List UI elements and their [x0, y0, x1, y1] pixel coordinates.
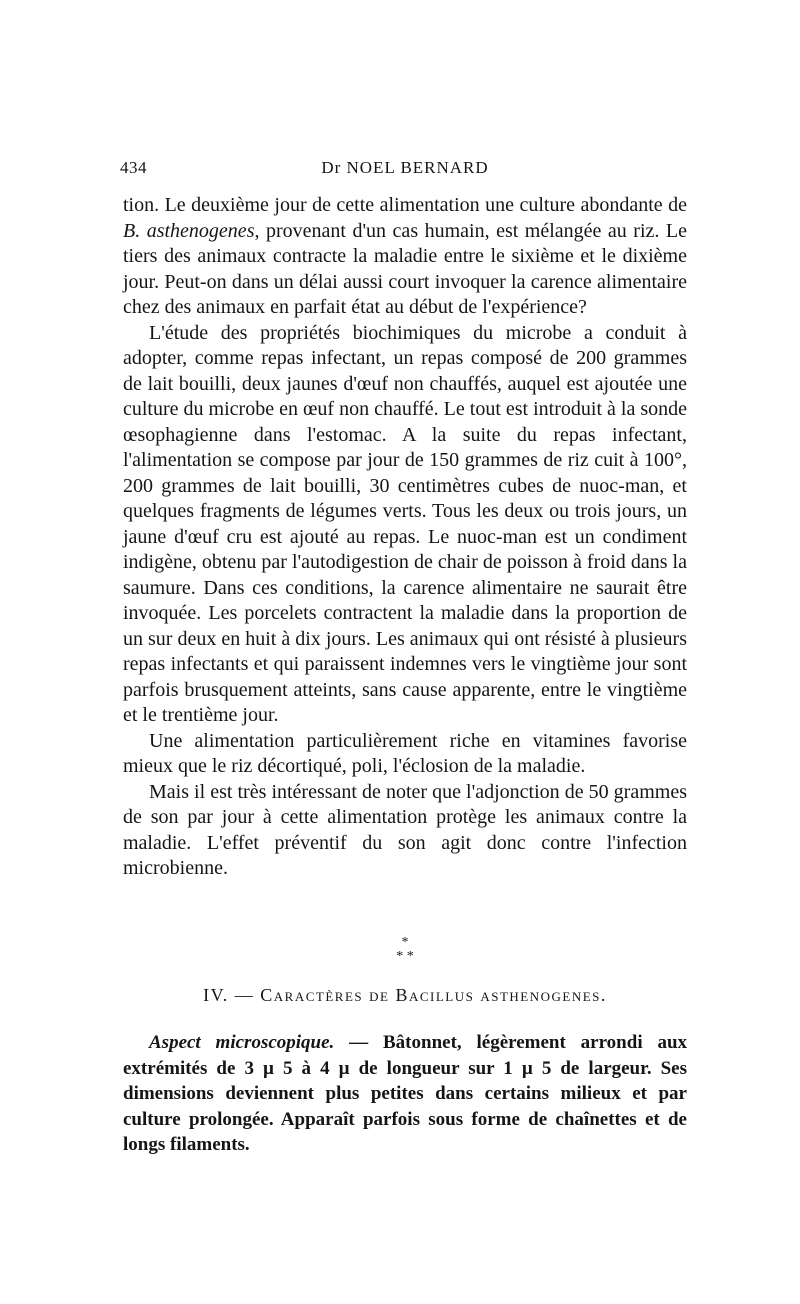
separator-top-star: *	[401, 935, 409, 950]
section-title: Caractères de Bacillus asthenogenes.	[260, 985, 607, 1005]
paragraph-1-text-b: , provenant d'un cas humain, est mélangée au riz. Le tiers des animaux contracte la maladie entre le sixième et le dixième jour. Peut-on dans un délai aussi court invoquer la carence alimentaire chez des animaux en parfait état au début de l'expérience?	[123, 219, 687, 318]
paragraph-3: Une alimentation particulièrement riche en vitamines favorise mieux que le riz décortiqué, poli, l'éclosion de la maladie.	[123, 729, 687, 777]
page-number: 434	[120, 158, 147, 177]
section-heading	[123, 985, 687, 1006]
page-header	[120, 158, 690, 182]
separator-bottom-stars: * *	[396, 949, 414, 964]
paragraph-2: L'étude des propriétés biochimiques du microbe a conduit à adopter, comme repas infectant, un repas composé de 200 grammes de lait bouilli, deux jaunes d'œuf non chauffés, auquel est ajoutée une culture du microbe en œuf non chauffé. Le tout est introduit à la sonde œsophagienne dans l'estomac. A la suite du repas infectant, l'alimentation se compose par jour de 150 grammes de riz cuit à 100°, 200 grammes de lait bouilli, 30 centimètres cubes de nuoc-man, et quelques fragments de légumes verts. Tous les deux ou trois jours, un jaune d'œuf cru est ajouté au repas. Le nuoc-man est un condiment indigène, obtenu par l'autodigestion de chair de poisson à froid dans la saumure. Dans ces conditions, la carence alimentaire ne saurait être invoquée. Les porcelets contractent la maladie dans la proportion de un sur deux en huit à dix jours. Les animaux qui ont résisté à plusieurs repas infectants et qui paraissent indemnes vers le vingtième jour sont parfois brusquement atteints, sans cause apparente, entre le vingtième et le trentième jour.	[123, 321, 687, 726]
section-numeral: IV. —	[203, 985, 255, 1005]
aspect-text: — Bâtonnet, légèrement arrondi aux extrémités de 3 µ 5 à 4 µ de longueur sur 1 µ 5 de largeur. Ses dimensions deviennent plus petites dans certains milieux et par culture prolongée. Apparaît parfois sous forme de chaînettes et de longs filaments.	[123, 1032, 688, 1155]
paragraph-1	[123, 193, 687, 321]
section-separator	[385, 936, 425, 966]
aspect-lead: Aspect microscopique.	[149, 1032, 335, 1053]
species-name: B. asthenogenes	[123, 219, 255, 242]
paragraph-4: Mais il est très intéressant de noter que l'adjonction de 50 grammes de son par jour à cette alimentation protège les animaux contre la maladie. L'effet préventif du son agit donc contre l'infection microbienne.	[123, 780, 687, 879]
body-text	[123, 193, 687, 882]
section-body	[123, 1030, 687, 1158]
running-head: Dr NOEL BERNARD	[321, 158, 489, 177]
paragraph-aspect	[123, 1030, 687, 1158]
paragraph-1-text-a: tion. Le deuxième jour de cette alimentation une culture abondante de	[123, 194, 687, 216]
